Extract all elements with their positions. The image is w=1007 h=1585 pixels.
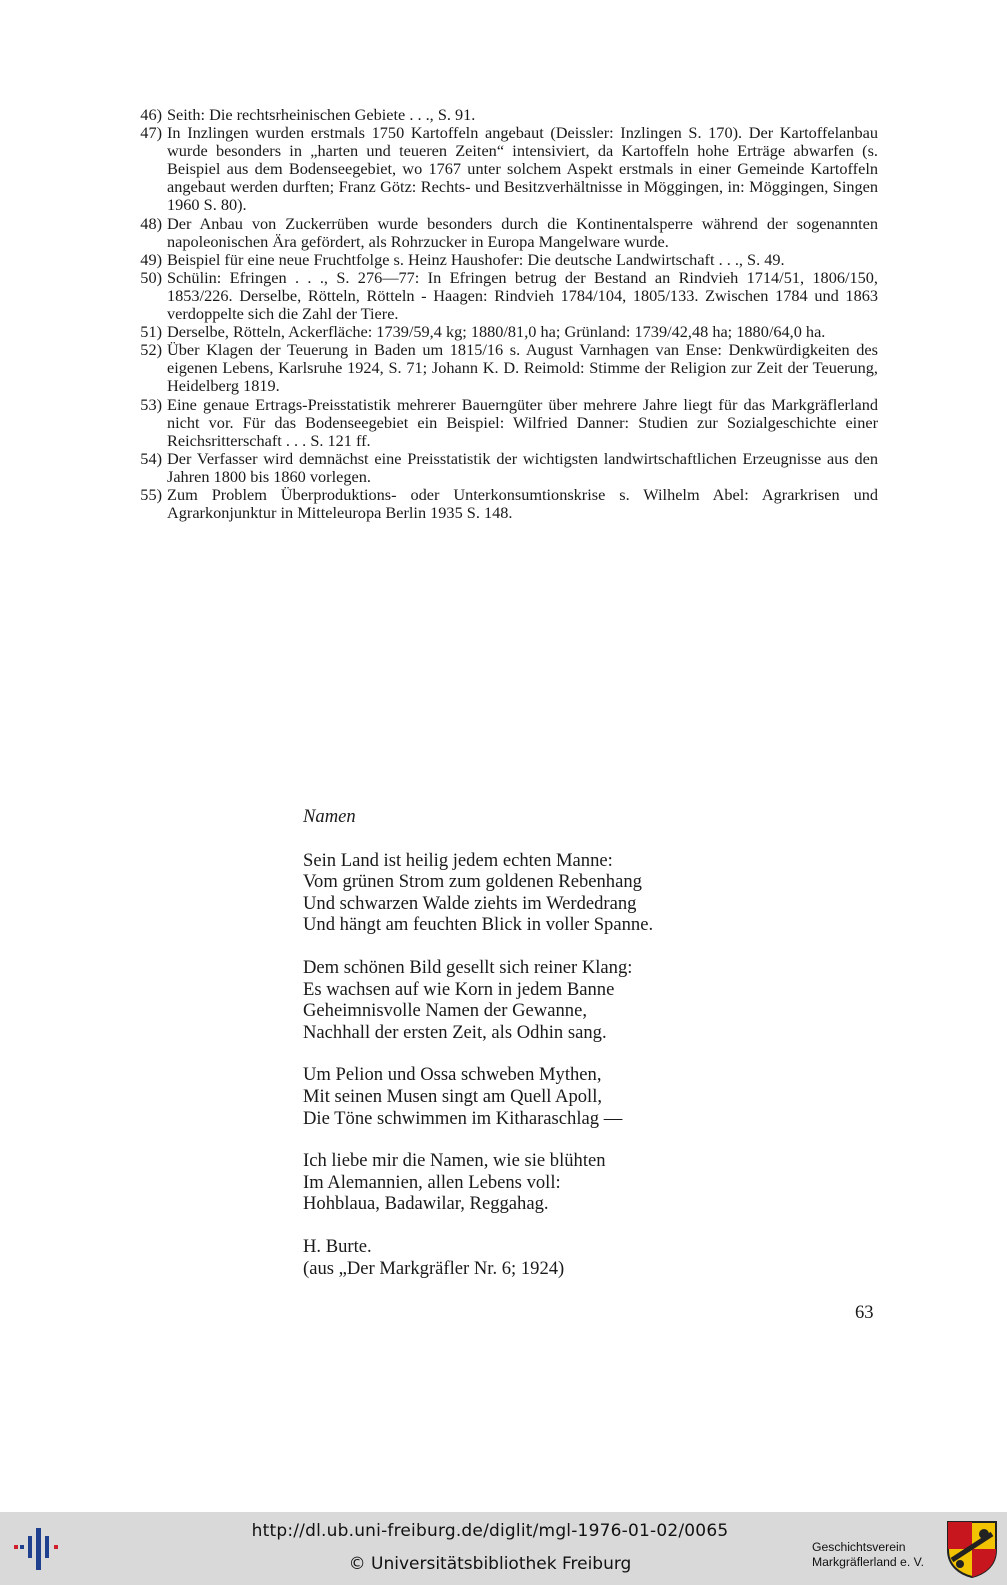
poem-stanza — [303, 850, 763, 936]
ub-freiburg-logo-icon[interactable] — [14, 1526, 66, 1572]
page-number: 63 — [855, 1302, 874, 1323]
footnote-number: 53) — [140, 394, 162, 414]
footnote-number: 54) — [140, 448, 162, 468]
poem-author: H. Burte. — [303, 1235, 372, 1257]
poem-line: Die Töne schwimmen im Kitharaschlag — — [303, 1107, 623, 1129]
poem — [303, 806, 763, 1298]
poem-line: Um Pelion und Ossa schweben Mythen, — [303, 1064, 602, 1086]
poem-line: Es wachsen auf wie Korn in jedem Banne — [303, 978, 615, 1000]
footnote-text: In Inzlingen wurden erstmals 1750 Kartoffeln angebaut (Deissler: Inzlingen S. 170). Der Kartoffelanbau wurde besonders in „harten und teueren Zeiten“ intensiviert, da Kartoffeln hohe Erträge abwarfen (s. Beispiel aus dem Bodenseegebiet, wo 1767 unter solchem Aspekt erstmals in einer Gemeinde Kartoffeln angebaut werden durften; Franz Götz: Rechts- und Besitzverhältnisse in Möggingen, in: Möggingen, Singen 1960 S. 80). — [167, 123, 878, 215]
poem-line: Hohblaua, Badawilar, Reggahag. — [303, 1193, 549, 1215]
footnote-number: 49) — [140, 249, 162, 269]
footnote — [126, 124, 878, 214]
footnote — [126, 486, 878, 522]
footnote-text: Der Anbau von Zuckerrüben wurde besonders durch die Kontinentalsperre während der sogenannten napoleonischen Ära gefördert, als Rohrzucker in Europa Mangelware wurde. — [167, 213, 878, 251]
poem-stanza — [303, 957, 763, 1043]
society-name — [812, 1540, 924, 1570]
poem-line: Dem schönen Bild gesellt sich reiner Klang: — [303, 956, 633, 978]
footnote-number: 52) — [140, 340, 162, 360]
footnote-text: Derselbe, Rötteln, Ackerfläche: 1739/59,4 kg; 1880/81,0 ha; Grünland: 1739/42,48 ha; 1880/64,0 ha. — [167, 322, 826, 342]
footnotes — [126, 106, 878, 522]
footnote — [126, 269, 878, 323]
poem-line: Vom grünen Strom zum goldenen Rebenhang — [303, 871, 642, 893]
footnote-number: 51) — [140, 322, 162, 342]
poem-line: Sein Land ist heilig jedem echten Manne: — [303, 849, 613, 871]
footnote — [126, 450, 878, 486]
coat-of-arms-icon[interactable] — [946, 1520, 998, 1578]
footnote — [126, 323, 878, 341]
footnote — [126, 215, 878, 251]
footnote — [126, 341, 878, 395]
footnote — [126, 396, 878, 450]
society-name-line: Geschichtsverein — [812, 1540, 906, 1554]
copyright-notice: © Universitätsbibliothek Freiburg — [348, 1554, 632, 1574]
poem-line: Und schwarzen Walde ziehts im Werdedrang — [303, 892, 637, 914]
footnote-text: Der Verfasser wird demnächst eine Preisstatistik der wichtigsten landwirtschaftlichen Erzeugnisse aus den Jahren 1800 bis 1860 vorlegen. — [167, 448, 878, 486]
footnote-text: Seith: Die rechtsrheinischen Gebiete . . ., S. 91. — [167, 105, 476, 124]
footnote-number: 47) — [140, 123, 162, 143]
footnote-text: Schülin: Efringen . . ., S. 276—77: In Efringen betrug der Bestand an Rindvieh 1714/51, 1806/150, 1853/226. Derselbe, Rötteln, Rötteln - Haagen: Rindvieh 1784/104, 1805/133. Zwischen 1784 und 1863 verdoppelte sich die Zahl der Tiere. — [167, 267, 878, 324]
poem-stanza — [303, 1064, 763, 1129]
poem-source: (aus „Der Markgräfler Nr. 6; 1924) — [303, 1257, 565, 1279]
poem-title: Namen — [303, 806, 356, 827]
poem-line: Nachhall der ersten Zeit, als Odhin sang. — [303, 1021, 607, 1043]
poem-line: Im Alemannien, allen Lebens voll: — [303, 1171, 561, 1193]
poem-line: Mit seinen Musen singt am Quell Apoll, — [303, 1085, 603, 1107]
poem-line: Und hängt am feuchten Blick in voller Spanne. — [303, 914, 654, 936]
society-name-line: Markgräflerland e. V. — [812, 1555, 925, 1569]
footnote-number: 55) — [140, 484, 162, 504]
footnote-text: Beispiel für eine neue Fruchtfolge s. Heinz Haushofer: Die deutsche Landwirtschaft . . ., S. 49. — [167, 249, 785, 269]
footnote-text: Zum Problem Überproduktions- oder Unterkonsumtionskrise s. Wilhelm Abel: Agrarkrisen und Agrarkonjunktur in Mitteleuropa Berlin 1935 S. 148. — [167, 484, 878, 523]
poem-line: Geheimnisvolle Namen der Gewanne, — [303, 1000, 587, 1022]
permalink-url[interactable]: http://dl.ub.uni-freiburg.de/diglit/mgl-1976-01-02/0065 — [251, 1521, 729, 1541]
footnote — [126, 106, 878, 124]
footnote — [126, 251, 878, 269]
footnote-text: Über Klagen der Teuerung in Baden um 1815/16 s. August Varnhagen van Ense: Denkwürdigkeiten des eigenen Lebens, Karlsruhe 1924, S. 71; Johann K. D. Reimold: Stimme der Religion zur Zeit der Teuerung, Heidelberg 1819. — [167, 340, 878, 396]
poem-line: Ich liebe mir die Namen, wie sie blühten — [303, 1150, 606, 1172]
footnote-number: 46) — [140, 105, 162, 124]
footnote-text: Eine genaue Ertrags-Preisstatistik mehrerer Bauerngüter über mehrere Jahre liegt für das Markgräflerland nicht vor. Für das Bodenseegebiet ein Beispiel: Wilfried Danner: Studien zur Sozialgeschichte einer Reichsritterschaft . . . S. 121 ff. — [167, 394, 878, 450]
poem-signature — [303, 1236, 763, 1279]
footnote-number: 50) — [140, 267, 162, 287]
footnote-number: 48) — [140, 213, 162, 233]
poem-stanza — [303, 1150, 763, 1215]
viewer-footer — [0, 1512, 1007, 1585]
